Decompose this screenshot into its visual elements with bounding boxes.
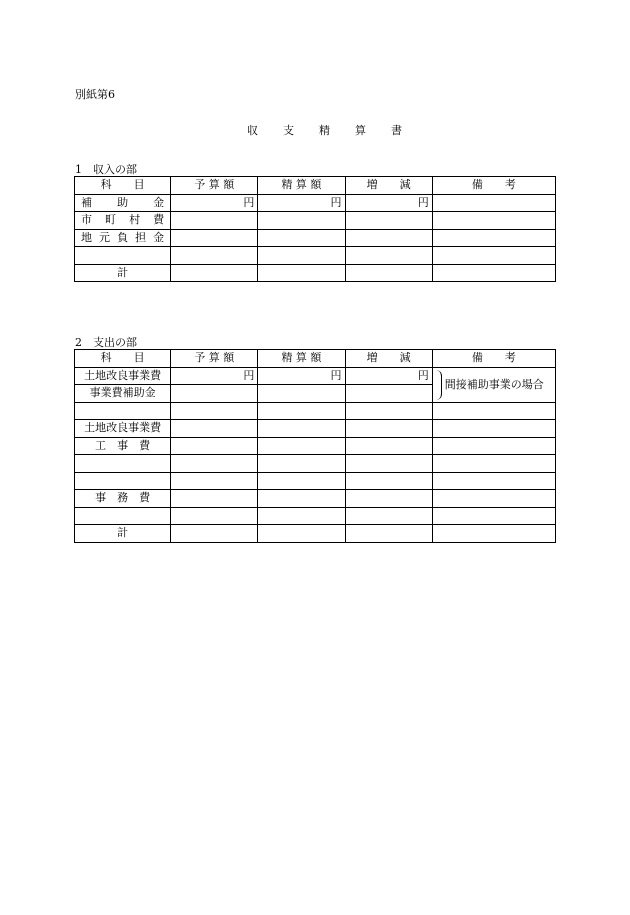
budget-cell: 円 <box>171 367 258 385</box>
remarks-note: 間接補助事業の場合 <box>444 377 544 391</box>
subject-cell: 市町村費 <box>75 212 171 230</box>
table-row <box>75 194 556 212</box>
header-budget: 予 算 額 <box>171 350 258 368</box>
header-remarks: 備 考 <box>432 177 555 195</box>
settlement-cell: 円 <box>258 194 345 212</box>
header-settlement: 精 算 額 <box>258 350 345 368</box>
subject-cell <box>75 455 171 473</box>
income-section-heading: 1 収入の部 <box>75 163 137 176</box>
title-char: 支 <box>283 124 294 137</box>
table-row <box>75 437 556 455</box>
remarks-note-cell <box>432 367 555 402</box>
table-row <box>75 212 556 230</box>
subject-cell <box>75 402 171 420</box>
total-row <box>75 525 556 543</box>
title-char: 収 <box>247 124 258 137</box>
subject-cell: 事 務 費 <box>75 490 171 508</box>
subject-cell: 土地改良事業費 <box>75 367 171 385</box>
subject-cell <box>75 472 171 490</box>
header-budget: 予 算 額 <box>171 177 258 195</box>
table-row <box>75 402 556 420</box>
table-row <box>75 490 556 508</box>
header-settlement: 精 算 額 <box>258 177 345 195</box>
subject-cell <box>75 507 171 525</box>
income-table <box>74 176 556 282</box>
table-row <box>75 507 556 525</box>
subject-cell: 土地改良事業費 <box>75 420 171 438</box>
table-row <box>75 420 556 438</box>
subject-cell <box>75 247 171 265</box>
header-subject: 科 目 <box>75 350 171 368</box>
subject-cell: 事業費補助金 <box>75 385 171 403</box>
form-number: 別紙第6 <box>75 88 115 101</box>
table-header-row <box>75 177 556 195</box>
title-char: 精 <box>319 124 330 137</box>
document-title <box>247 122 402 138</box>
subject-cell: 補助金 <box>75 194 171 212</box>
subject-cell: 地元負担金 <box>75 229 171 247</box>
total-label: 計 <box>75 525 171 543</box>
table-row <box>75 247 556 265</box>
remarks-cell <box>432 194 555 212</box>
header-remarks: 備 考 <box>432 350 555 368</box>
title-char: 書 <box>391 124 402 137</box>
header-difference: 増 減 <box>345 350 432 368</box>
header-difference: 増 減 <box>345 177 432 195</box>
table-row <box>75 367 556 385</box>
settlement-cell: 円 <box>258 367 345 385</box>
table-row <box>75 229 556 247</box>
difference-cell: 円 <box>345 194 432 212</box>
total-row <box>75 264 556 282</box>
title-char: 算 <box>355 124 366 137</box>
budget-cell: 円 <box>171 194 258 212</box>
table-header-row <box>75 350 556 368</box>
table-row <box>75 472 556 490</box>
subject-cell: 工 事 費 <box>75 437 171 455</box>
expenditure-section-heading: 2 支出の部 <box>75 336 137 349</box>
header-subject: 科 目 <box>75 177 171 195</box>
brace-icon <box>435 370 442 400</box>
expenditure-table <box>74 349 556 543</box>
total-label: 計 <box>75 264 171 282</box>
difference-cell: 円 <box>345 367 432 385</box>
table-row <box>75 455 556 473</box>
